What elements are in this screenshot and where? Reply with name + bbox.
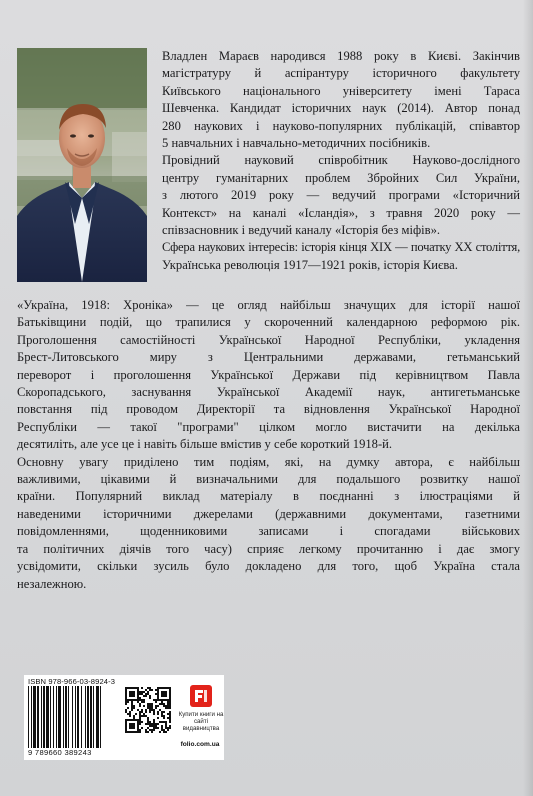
author-photo xyxy=(17,48,147,282)
summary-line: повідомленнями, щоденниковими записами і спогадами військових xyxy=(17,524,520,539)
summary-line: важливими, цікавими й визначальними для подальшого розвитку нашої xyxy=(17,472,520,487)
bio-line: з лютого 2019 року — ведучий програми «Історичний xyxy=(162,188,520,203)
summary-line: Проголошення самостійності Української Народної Республіки, укладення xyxy=(17,332,520,347)
summary-line: десятиліть, але усе це і навіть більше вмістив у себе короткий 1918-й. xyxy=(17,437,393,452)
author-photo-image xyxy=(17,48,147,282)
ean-number: 9 789660 389243 xyxy=(28,748,92,757)
summary-line: наведеними історичними джерелами (державними документами, газетними xyxy=(17,506,520,521)
bio-line: Владлен Мараєв народився 1988 року в Києві. Закінчив xyxy=(162,49,520,63)
publisher-prompt: Купити книги на сайті видавництва xyxy=(178,711,224,733)
bio-line: Провідний науковий співробітник Науково-дослідного xyxy=(162,153,520,168)
summary-line: країни. Популярний виклад матеріалу в поєднанні з ілюстраціями й xyxy=(17,489,520,504)
barcode-icon xyxy=(28,686,120,748)
summary-line: переворот і проголошення Української Держави під керівництвом Павла xyxy=(17,367,520,382)
bio-line: магістратуру й аспірантуру історичного факультету xyxy=(162,66,520,81)
summary-line: незалежною. xyxy=(17,576,87,591)
book-summary xyxy=(17,297,520,593)
barcode-panel xyxy=(24,675,224,760)
publisher-site[interactable]: folio.com.ua xyxy=(180,741,220,748)
summary-line: усвідомити, скільки зусиль було докладено для того, щоб Україна стала xyxy=(17,559,520,574)
summary-line: повстання під проводом Директорії та відновлення Української Народної xyxy=(17,402,520,417)
bio-line: співзасновник і ведучий каналу «Історія без міфів». xyxy=(162,223,441,238)
summary-line: Брест-Литовського миру з Центральними державами, гетьманський xyxy=(17,350,520,365)
summary-line: Скоропадського, заснування Української Академії наук, антигетьманське xyxy=(17,385,520,400)
bio-line: Київського національного університету імені Тараса xyxy=(162,83,520,98)
summary-line: Батьківщини подій, що трапилися у скороченний календарною реформою рік. xyxy=(17,315,520,330)
bio-line: Українська революція 1917—1921 років, історія Києва. xyxy=(162,257,458,272)
author-bio xyxy=(162,48,520,274)
bio-line: центру гуманітарних проблем Збройних Сил України, xyxy=(162,170,520,185)
bio-line: Сфера наукових інтересів: історія кінця XIX — початку XX століття, xyxy=(162,240,520,255)
bio-line: 280 наукових і науково-популярних публікацій, співавтор xyxy=(162,118,520,133)
isbn-label: ISBN 978-966-03-8924-3 xyxy=(28,677,116,686)
summary-line: «Україна, 1918: Хроніка» — це огляд найбільш значущих для історії нашої xyxy=(17,298,520,312)
summary-line: Республіки — такої "програми" цілком могло вистачити на декілька xyxy=(17,419,520,434)
folio-logo-icon xyxy=(190,685,212,707)
bio-line: 5 навчальних і навчально-методичних посібників. xyxy=(162,136,431,151)
bio-line: Контекст» на каналі «Ісландія», з травня 2020 року — xyxy=(162,205,520,220)
summary-line: та політичних діячів того часу) сприяє легкому прочитанню і дає змогу xyxy=(17,541,520,556)
cover-edge-shadow xyxy=(523,0,533,796)
summary-line: Основну увагу приділено тим подіям, які, на думку автора, є найбільш xyxy=(17,454,520,469)
qr-code-icon xyxy=(125,687,171,733)
bio-line: Шевченка. Кандидат історичних наук (2014). Автор понад xyxy=(162,101,520,116)
